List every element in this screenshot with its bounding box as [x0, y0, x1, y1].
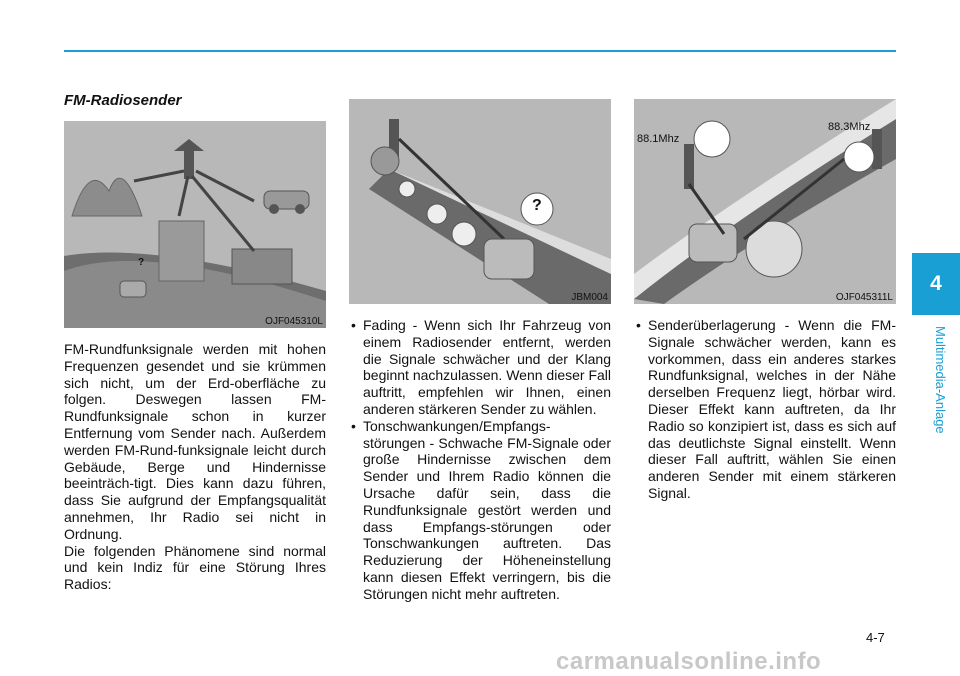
question-mark-2: ?	[532, 197, 542, 214]
fading-illustration	[349, 99, 611, 304]
fm-broadcast-illustration	[64, 121, 326, 328]
chapter-title: Multimedia-Anlage	[933, 326, 948, 434]
section-heading: FM-Radiosender	[64, 92, 182, 109]
header-rule	[64, 50, 896, 52]
bullet-fluctuations: • Tonschwankungen/Empfangs-störungen - Schwache FM-Signale oder große Hindernisse zwischen dem Sender und Ihrem Radio können die Ursache dafür sein, dass die Rundfunksignale gestört werden und dass Empfangs-störungen oder Tonschwankungen auftreten. Das Reduzierung der Höheneinstellung kann diesen Effekt verringern, bis die Störungen nicht mehr auftreten.	[349, 418, 611, 603]
bullet-interference: • Senderüberlagerung - Wenn die FM-Signale schwächer werden, kann es vorkommen, dass ein anderes starkes Rundfunksignal, welches in der Nähe derselben Frequenz liegt, hörbar wird. Dieser Effekt kann auftreten, da Ihr Radio so konzipiert ist, dass es sich auf das deutlichste Signal einstellt. Wenn dieser Fall auftritt, wählen Sie einen anderen Sender mit einem stärkeren Signal.	[634, 317, 896, 502]
figure-code-1: OJF045310L	[265, 316, 323, 327]
figure-fading	[349, 99, 611, 304]
column-2	[349, 317, 611, 603]
page-number: 4-7	[866, 630, 885, 645]
figure-code-3: OJF045311L	[835, 292, 893, 303]
bullet-fading: • Fading - Wenn sich Ihr Fahrzeug von einem Radiosender entfernt, werden die Signale schwächer und der Klang beginnt nachzulassen. Wenn dieser Fall auftritt, empfehlen wir Ihnen, einen anderen stärkeren Sender zu wählen.	[349, 317, 611, 418]
intro-paragraph: FM-Rundfunksignale werden mit hohen Frequenzen gesendet und sie krümmen sich nicht, um der Erd-oberfläche zu folgen. Deswegen lassen FM-Rundfunksignale schon in kurzer Entfernung vom Sender nach. Außerdem werden FM-Rund-funksignale leicht durch Gebäude, Berge und Hindernisse beeinträch-tigt. Dies kann dazu führen, dass Sie aufgrund der Empfangsqualität annehmen, Ihr Radio sei nicht in Ordnung.	[64, 341, 326, 542]
question-mark-1: ?	[138, 257, 145, 268]
watermark: carmanualsonline.info	[556, 648, 822, 675]
chapter-tab	[912, 253, 960, 315]
phenomena-intro: Die folgenden Phänomene sind normal und kein Indiz für eine Störung Ihres Radios:	[64, 542, 326, 593]
figure-code-2: JBM004	[571, 292, 608, 303]
figure-fm-broadcast	[64, 121, 326, 328]
frequency-right-label: 88.3Mhz	[828, 121, 871, 133]
figure-interference	[634, 99, 896, 304]
chapter-number: 4	[930, 272, 942, 295]
frequency-left-label: 88.1Mhz	[637, 133, 680, 145]
column-3	[634, 317, 896, 502]
column-1	[64, 341, 326, 593]
